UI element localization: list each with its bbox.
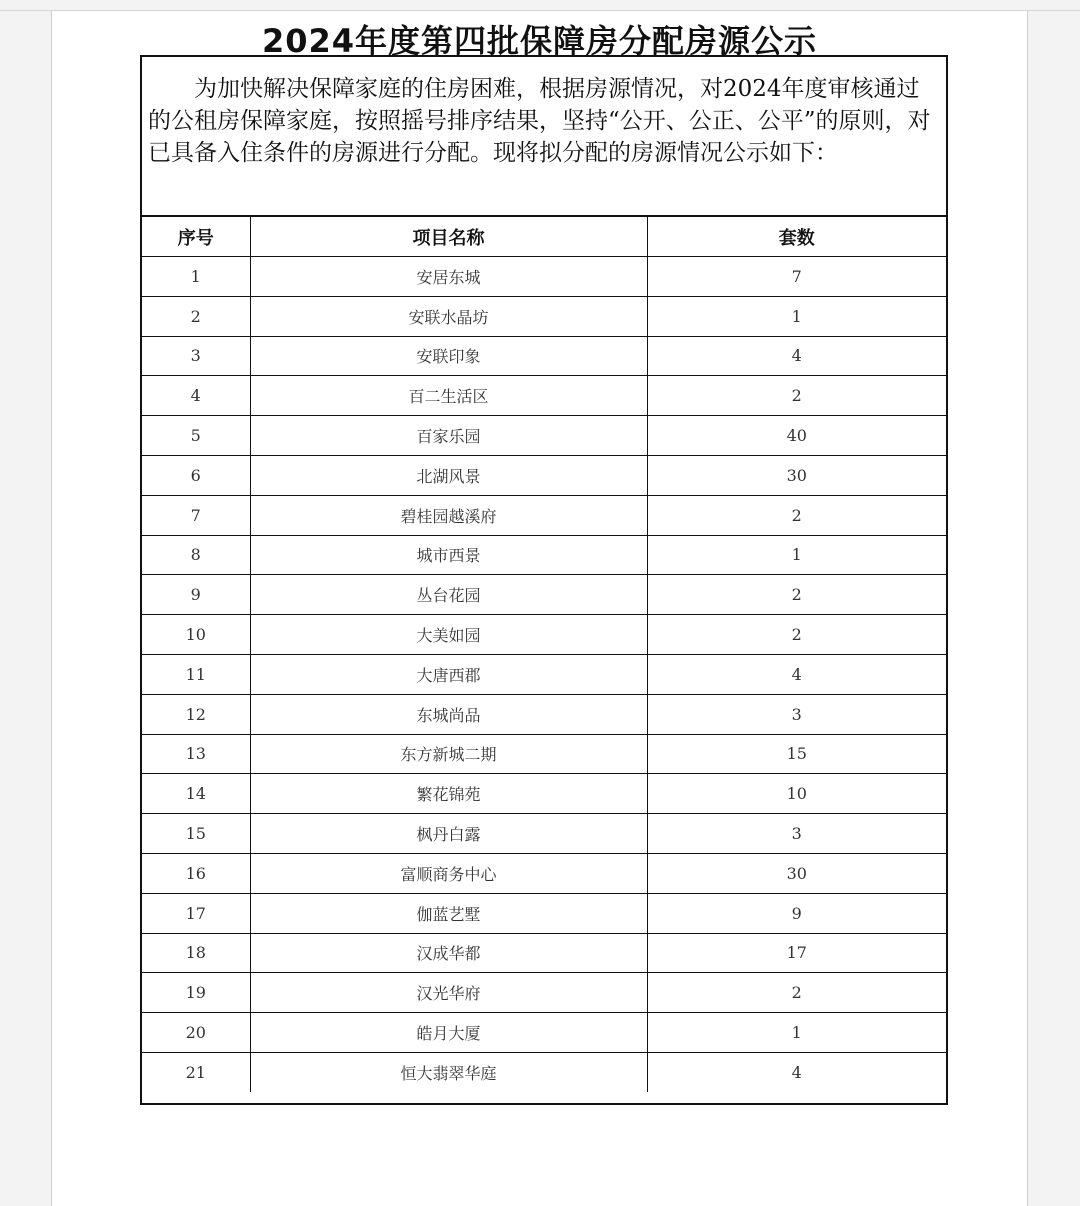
cell-no: 21 — [142, 1052, 250, 1091]
cell-name: 大唐西郡 — [250, 654, 647, 694]
cell-name: 北湖风景 — [250, 455, 647, 495]
cell-no: 18 — [142, 933, 250, 973]
table-row — [142, 1013, 946, 1053]
cell-count: 4 — [647, 654, 946, 694]
cell-name: 安联印象 — [250, 336, 647, 376]
cell-no: 11 — [142, 654, 250, 694]
table-row — [142, 694, 946, 734]
cell-name: 城市西景 — [250, 535, 647, 575]
table-row — [142, 774, 946, 814]
table-row — [142, 336, 946, 376]
cell-count: 2 — [647, 615, 946, 655]
table-row — [142, 535, 946, 575]
cell-count: 1 — [647, 535, 946, 575]
cell-no: 7 — [142, 495, 250, 535]
cell-count: 4 — [647, 336, 946, 376]
header-name: 项目名称 — [250, 217, 647, 257]
cell-no: 1 — [142, 257, 250, 297]
table-row — [142, 853, 946, 893]
cell-count: 3 — [647, 694, 946, 734]
cell-no: 4 — [142, 376, 250, 416]
cell-count: 1 — [647, 1013, 946, 1053]
cell-name: 繁花锦苑 — [250, 774, 647, 814]
table-row — [142, 734, 946, 774]
cell-name: 伽蓝艺墅 — [250, 893, 647, 933]
cell-name: 恒大翡翠华庭 — [250, 1052, 647, 1091]
cell-count: 3 — [647, 814, 946, 854]
cell-no: 19 — [142, 973, 250, 1013]
cell-name: 枫丹白露 — [250, 814, 647, 854]
cell-name: 皓月大厦 — [250, 1013, 647, 1053]
cell-name: 东城尚品 — [250, 694, 647, 734]
table-row — [142, 416, 946, 456]
cell-name: 碧桂园越溪府 — [250, 495, 647, 535]
table-row — [142, 495, 946, 535]
cell-no: 3 — [142, 336, 250, 376]
table-row — [142, 654, 946, 694]
cell-name: 百二生活区 — [250, 376, 647, 416]
cell-no: 13 — [142, 734, 250, 774]
cell-count: 2 — [647, 495, 946, 535]
table-row — [142, 893, 946, 933]
table-row — [142, 296, 946, 336]
cell-count: 2 — [647, 973, 946, 1013]
table-header-row — [142, 217, 946, 257]
cell-no: 6 — [142, 455, 250, 495]
header-no: 序号 — [142, 217, 250, 257]
cell-count: 4 — [647, 1052, 946, 1091]
table-row — [142, 1052, 946, 1091]
cell-name: 富顺商务中心 — [250, 853, 647, 893]
cell-count: 30 — [647, 853, 946, 893]
cell-no: 20 — [142, 1013, 250, 1053]
cell-no: 17 — [142, 893, 250, 933]
table-row — [142, 575, 946, 615]
cell-no: 12 — [142, 694, 250, 734]
cell-no: 9 — [142, 575, 250, 615]
cell-name: 东方新城二期 — [250, 734, 647, 774]
cell-name: 百家乐园 — [250, 416, 647, 456]
document-page — [51, 11, 1028, 1206]
cell-count: 17 — [647, 933, 946, 973]
cell-no: 15 — [142, 814, 250, 854]
page-title: 2024年度第四批保障房分配房源公示 — [261, 22, 818, 60]
cell-count: 30 — [647, 455, 946, 495]
cell-no: 5 — [142, 416, 250, 456]
table-row — [142, 615, 946, 655]
table-row — [142, 376, 946, 416]
cell-no: 16 — [142, 853, 250, 893]
cell-no: 8 — [142, 535, 250, 575]
header-count: 套数 — [647, 217, 946, 257]
cell-name: 大美如园 — [250, 615, 647, 655]
notice-box — [140, 55, 948, 1105]
cell-no: 10 — [142, 615, 250, 655]
cell-count: 2 — [647, 376, 946, 416]
table-row — [142, 257, 946, 297]
cell-no: 14 — [142, 774, 250, 814]
cell-count: 15 — [647, 734, 946, 774]
cell-name: 汉成华都 — [250, 933, 647, 973]
table-row — [142, 933, 946, 973]
intro-paragraph: 为加快解决保障家庭的住房困难，根据房源情况，对2024年度审核通过的公租房保障家庭，按照摇号排序结果，坚持“公开、公正、公平”的原则，对已具备入住条件的房源进行分配。现将拟分配的房源情况公示如下： — [142, 57, 946, 217]
cell-count: 9 — [647, 893, 946, 933]
table-row — [142, 814, 946, 854]
cell-name: 安联水晶坊 — [250, 296, 647, 336]
table-row — [142, 455, 946, 495]
housing-table — [142, 217, 946, 1092]
cell-name: 丛台花园 — [250, 575, 647, 615]
cell-count: 7 — [647, 257, 946, 297]
table-row — [142, 973, 946, 1013]
cell-count: 2 — [647, 575, 946, 615]
cell-count: 1 — [647, 296, 946, 336]
cell-name: 汉光华府 — [250, 973, 647, 1013]
cell-name: 安居东城 — [250, 257, 647, 297]
cell-count: 40 — [647, 416, 946, 456]
cell-count: 10 — [647, 774, 946, 814]
cell-no: 2 — [142, 296, 250, 336]
